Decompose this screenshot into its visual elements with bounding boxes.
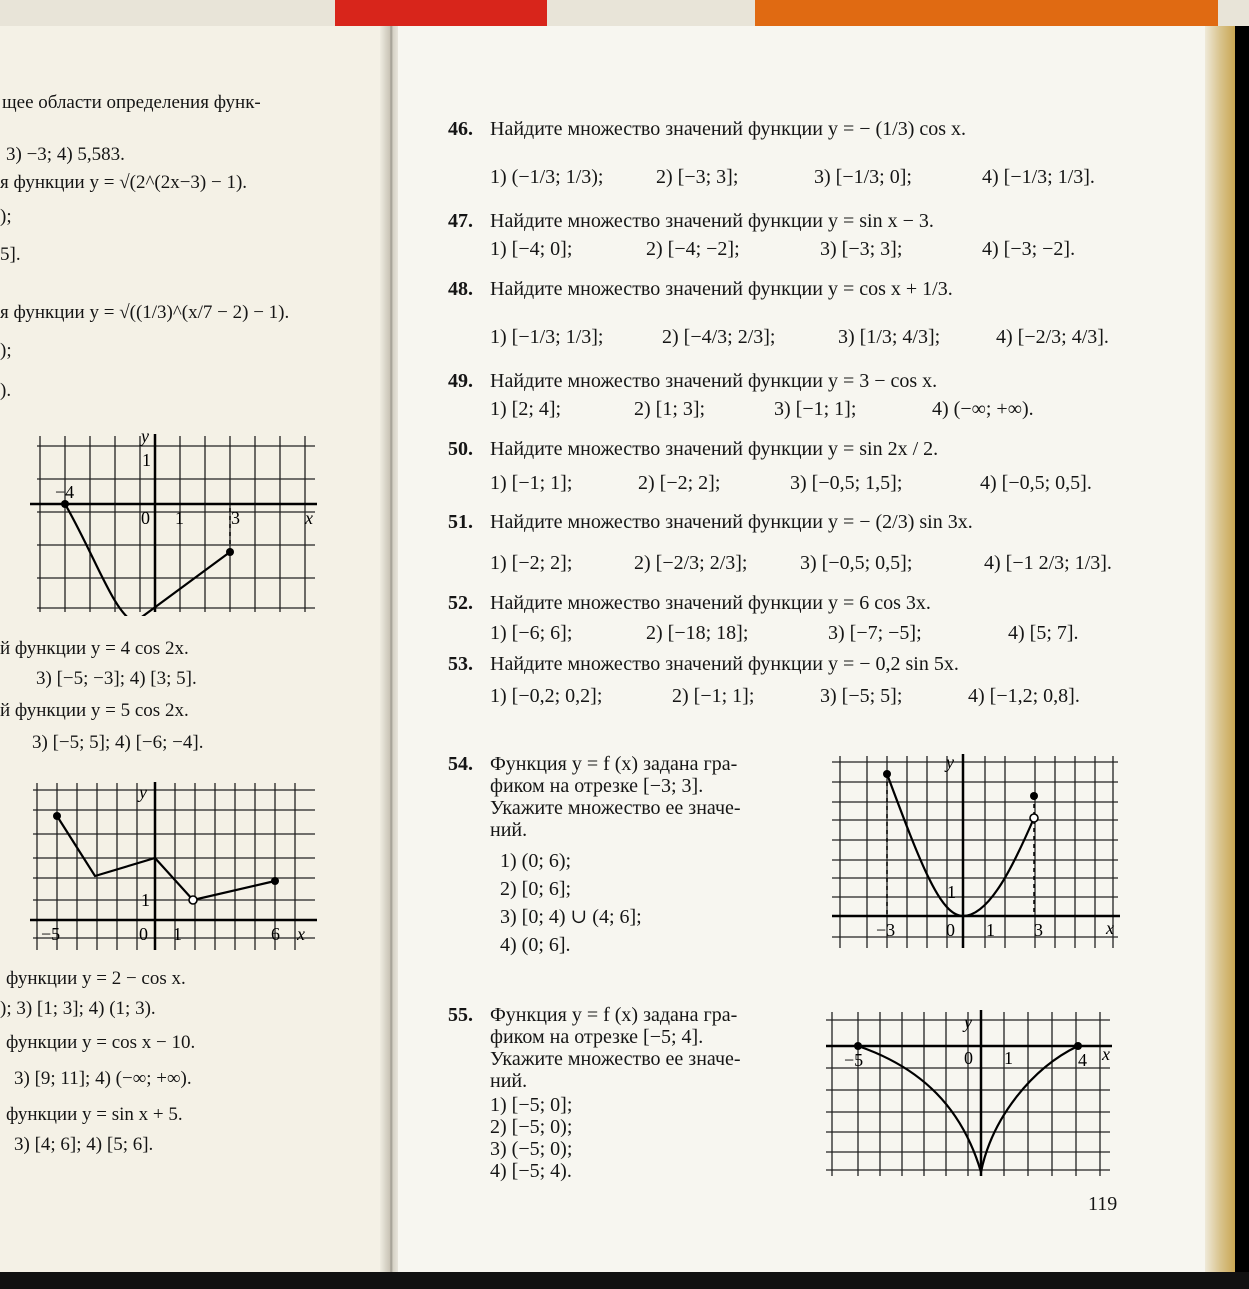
problem-question: Найдите множество значений функции y = − 0,2 sin 5x. <box>490 653 959 675</box>
problem-number: 54. <box>448 753 473 775</box>
problem-text: Укажите множество ее значе- <box>490 1048 741 1070</box>
tick-label: 0 <box>946 920 955 940</box>
graph-54 <box>830 752 1122 952</box>
answer-option: 3) [−5; 5]; <box>820 685 903 707</box>
left-line: ); 3) [1; 3]; 4) (1; 3). <box>0 998 156 1019</box>
left-graph-1 <box>25 426 325 616</box>
axis-label: x <box>297 924 305 944</box>
tick-label: 1 <box>141 890 150 910</box>
left-line: ). <box>0 380 12 401</box>
answer-option: 4) (0; 6]. <box>500 934 571 956</box>
answer-option: 3) [−0,5; 0,5]; <box>800 552 913 574</box>
answer-option: 4) (−∞; +∞). <box>932 398 1034 420</box>
answer-option: 2) [−18; 18]; <box>646 622 749 644</box>
left-line: функции y = sin x + 5. <box>6 1104 183 1125</box>
problem-number: 53. <box>448 653 473 675</box>
problem-number: 46. <box>448 118 473 140</box>
axis-label: y <box>139 782 147 802</box>
answer-option: 3) [−3; 3]; <box>820 238 903 260</box>
answer-option: 2) [−5; 0); <box>490 1116 573 1138</box>
page-top-strip <box>0 0 1249 26</box>
answer-option: 2) [−4; −2]; <box>646 238 740 260</box>
problem-number: 55. <box>448 1004 473 1026</box>
answer-option: 2) [−3; 3]; <box>656 166 739 188</box>
answer-option: 3) (−5; 0); <box>490 1138 573 1160</box>
tick-label: 4 <box>1078 1050 1087 1070</box>
answer-option: 1) [−5; 0]; <box>490 1094 573 1116</box>
answer-option: 2) [−4/3; 2/3]; <box>662 326 776 348</box>
answer-option: 3) [−7; −5]; <box>828 622 922 644</box>
answer-option: 1) [−1/3; 1/3]; <box>490 326 604 348</box>
answer-option: 2) [−1; 1]; <box>672 685 755 707</box>
left-line: я функции y = √((1/3)^(x/7 − 2) − 1). <box>0 302 290 323</box>
tick-label: 3 <box>1034 920 1043 940</box>
graph-55 <box>822 1008 1114 1180</box>
tick-label: 1 <box>142 450 151 470</box>
answer-option: 4) [−2/3; 4/3]. <box>996 326 1109 348</box>
left-line: 3) [−5; −3]; 4) [3; 5]. <box>36 668 197 689</box>
orange-bookmark <box>755 0 1218 26</box>
left-line: ); <box>0 206 12 227</box>
answer-option: 2) [0; 6]; <box>500 878 572 900</box>
axis-label: x <box>1102 1044 1110 1064</box>
answer-option: 1) [−2; 2]; <box>490 552 573 574</box>
tick-label: −5 <box>41 924 61 944</box>
left-line: й функции y = 4 cos 2x. <box>0 638 189 659</box>
problem-question: Найдите множество значений функции y = sin x − 3. <box>490 210 934 232</box>
problem-number: 51. <box>448 511 473 533</box>
answer-option: 1) [−1; 1]; <box>490 472 573 494</box>
answer-option: 1) (0; 6); <box>500 850 572 872</box>
problem-question: Найдите множество значений функции y = − (1/3) cos x. <box>490 118 967 140</box>
problem-text: ний. <box>490 1070 528 1092</box>
tick-label: 1 <box>947 882 956 902</box>
problem-text: Укажите множество ее значе- <box>490 797 741 819</box>
problem-number: 49. <box>448 370 473 392</box>
left-line: функции y = 2 − cos x. <box>6 968 186 989</box>
problem-number: 47. <box>448 210 473 232</box>
problem-question: Найдите множество значений функции y = sin 2x / 2. <box>490 438 939 460</box>
left-line: ); <box>0 340 12 361</box>
problem-number: 50. <box>448 438 473 460</box>
problem-text: фиком на отрезке [−3; 3]. <box>490 775 704 797</box>
tick-label: −4 <box>55 482 75 502</box>
answer-option: 1) (−1/3; 1/3); <box>490 166 604 188</box>
tick-label: −3 <box>876 920 896 940</box>
tick-label: 1 <box>175 508 184 528</box>
left-line: 3) [−5; 5]; 4) [−6; −4]. <box>32 732 204 753</box>
answer-option: 4) [−3; −2]. <box>982 238 1076 260</box>
answer-option: 3) [1/3; 4/3]; <box>838 326 941 348</box>
answer-option: 4) [−0,5; 0,5]. <box>980 472 1092 494</box>
answer-option: 4) [5; 7]. <box>1008 622 1079 644</box>
left-line: функции y = cos x − 10. <box>6 1032 196 1053</box>
problem-question: Найдите множество значений функции y = 3 − cos x. <box>490 370 938 392</box>
answer-option: 4) [−1/3; 1/3]. <box>982 166 1095 188</box>
problem-text: фиком на отрезке [−5; 4]. <box>490 1026 704 1048</box>
answer-option: 1) [−0,2; 0,2]; <box>490 685 603 707</box>
tick-label: 3 <box>231 508 240 528</box>
left-line: щее области определения функ- <box>2 92 261 113</box>
tick-label: −5 <box>844 1050 864 1070</box>
page-number: 119 <box>1088 1193 1118 1215</box>
problem-question: Найдите множество значений функции y = − (2/3) sin 3x. <box>490 511 973 533</box>
left-line: 3) −3; 4) 5,583. <box>6 144 125 165</box>
left-graph-2 <box>25 778 325 958</box>
answer-option: 3) [−1/3; 0]; <box>814 166 912 188</box>
problem-question: Найдите множество значений функции y = cos x + 1/3. <box>490 278 953 300</box>
problem-number: 52. <box>448 592 473 614</box>
answer-option: 2) [−2; 2]; <box>638 472 721 494</box>
answer-option: 2) [−2/3; 2/3]; <box>634 552 748 574</box>
answer-option: 3) [0; 4) ∪ (4; 6]; <box>500 906 642 928</box>
left-line: 3) [9; 11]; 4) (−∞; +∞). <box>14 1068 192 1089</box>
axis-label: x <box>305 508 313 528</box>
answer-option: 2) [1; 3]; <box>634 398 706 420</box>
tick-label: 1 <box>1004 1048 1013 1068</box>
axis-label: y <box>946 752 954 772</box>
axis-label: x <box>1106 918 1114 938</box>
answer-option: 4) [−1 2/3; 1/3]. <box>984 552 1112 574</box>
tick-label: 6 <box>271 924 280 944</box>
red-bookmark <box>335 0 547 26</box>
tick-label: 0 <box>964 1048 973 1068</box>
answer-option: 4) [−1,2; 0,8]. <box>968 685 1080 707</box>
tick-label: 0 <box>139 924 148 944</box>
answer-option: 4) [−5; 4). <box>490 1160 572 1182</box>
problem-text: ний. <box>490 819 528 841</box>
left-line: 3) [4; 6]; 4) [5; 6]. <box>14 1134 154 1155</box>
answer-option: 3) [−1; 1]; <box>774 398 857 420</box>
left-line: я функции y = √(2^(2x−3) − 1). <box>0 172 248 193</box>
page-edge <box>1205 26 1235 1276</box>
answer-option: 1) [−6; 6]; <box>490 622 573 644</box>
axis-label: y <box>964 1012 972 1032</box>
left-page <box>0 26 385 1276</box>
answer-option: 1) [−4; 0]; <box>490 238 573 260</box>
answer-option: 1) [2; 4]; <box>490 398 562 420</box>
left-line: 5]. <box>0 244 21 265</box>
left-line: й функции y = 5 cos 2x. <box>0 700 189 721</box>
bottom-edge <box>0 1272 1249 1289</box>
tick-label: 1 <box>173 924 182 944</box>
problem-text: Функция y = f (x) задана гра- <box>490 753 738 775</box>
problem-number: 48. <box>448 278 473 300</box>
problem-question: Найдите множество значений функции y = 6 cos 3x. <box>490 592 931 614</box>
tick-label: 1 <box>986 920 995 940</box>
problem-text: Функция y = f (x) задана гра- <box>490 1004 738 1026</box>
answer-option: 3) [−0,5; 1,5]; <box>790 472 903 494</box>
axis-label: y <box>141 426 149 446</box>
tick-label: 0 <box>141 508 150 528</box>
